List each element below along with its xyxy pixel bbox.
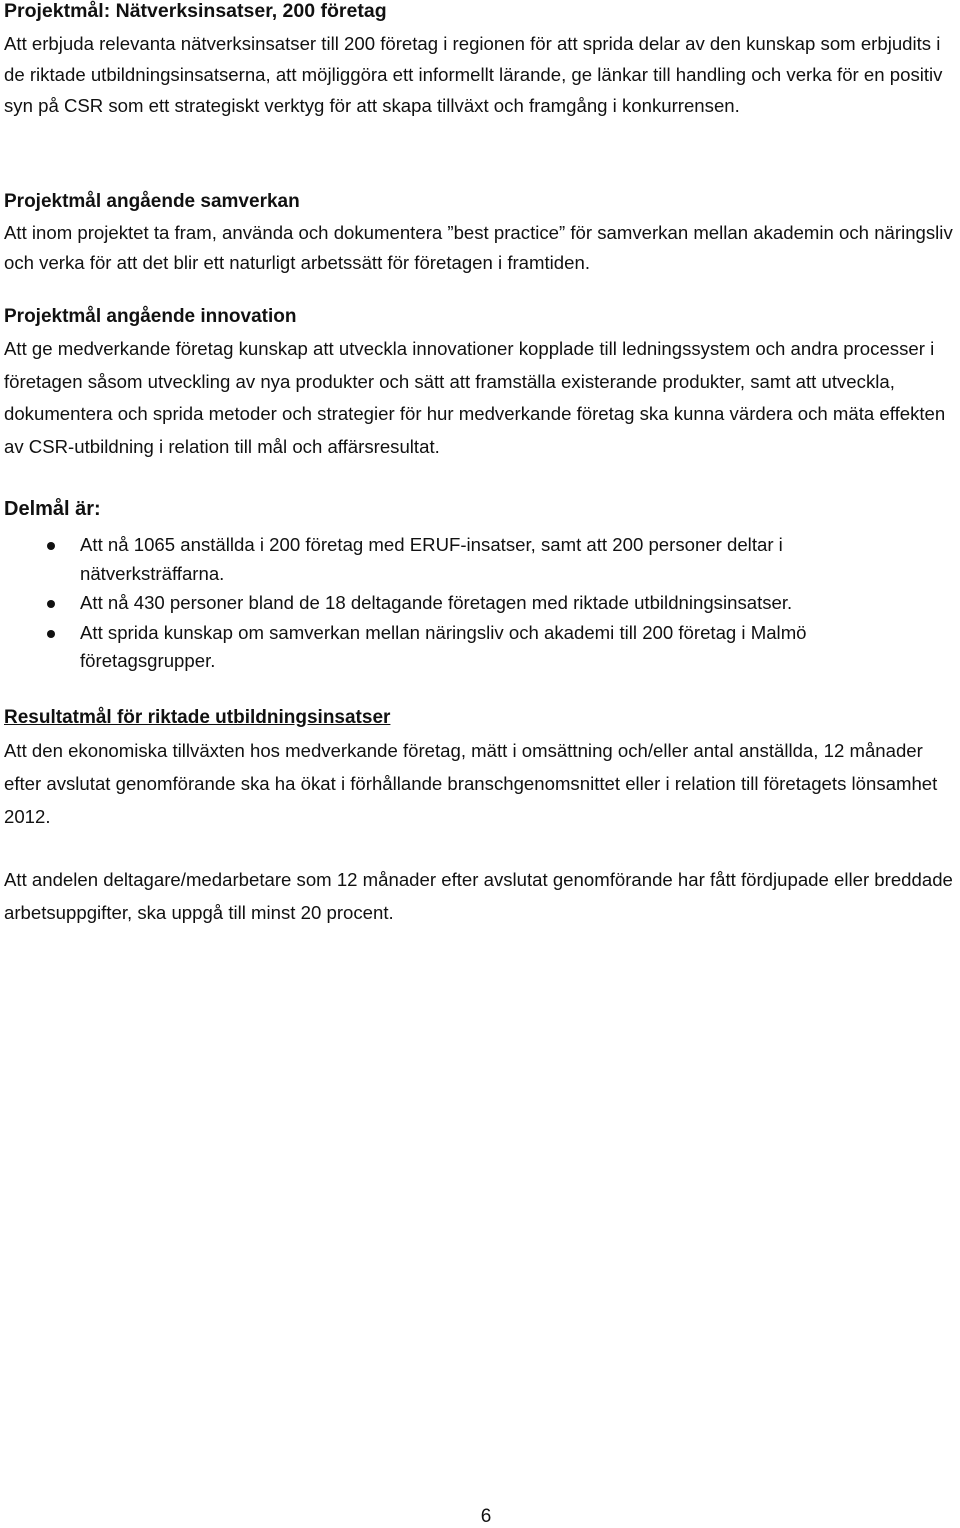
list-item [0,531,960,588]
list-item [0,619,960,676]
section-body: Att erbjuda relevanta nätverksinsatser till 200 företag i regionen för att sprida delar av den kunskap som erbjudits i de riktade utbildningsinsatserna, att möjliggöra ett informellt lärande, ge länkar till handling och verka för en positiv syn på CSR som ett strategiskt verktyg för att skapa tillväxt och framgång i konkurrensen. [4,33,943,116]
bullet-icon [47,630,55,638]
subgoals-heading: Delmål är: [4,498,101,520]
section-innovation-goal [4,306,956,463]
bullet-icon [47,542,55,550]
results-section-continued [4,864,956,929]
list-item-text: Att nå 1065 anställda i 200 företag med ERUF-insatser, samt att 200 personer deltar i nätverksträffarna. [80,534,783,584]
bullet-icon [47,600,55,608]
section-heading: Projektmål angående samverkan [4,191,300,212]
results-body-2: Att andelen deltagare/medarbetare som 12 månader efter avslutat genomförande har fått fördjupade eller breddade arbetsuppgifter, ska uppgå till minst 20 procent. [4,869,953,923]
results-section [4,707,956,833]
list-item [0,589,960,618]
section-network-goal [4,0,956,121]
results-heading: Resultatmål för riktade utbildningsinsatser [4,707,391,728]
section-heading: Projektmål: Nätverksinsatser, 200 företag [4,0,387,22]
subgoals-section [4,498,956,520]
list-item-text: Att nå 430 personer bland de 18 deltagande företagen med riktade utbildningsinsatser. [80,592,793,613]
section-collaboration-goal [4,191,956,277]
section-heading: Projektmål angående innovation [4,306,297,327]
section-body: Att inom projektet ta fram, använda och dokumentera ”best practice” för samverkan mellan akademin och näringsliv och verka för att det blir ett naturligt arbetssätt för företagen i framtiden. [4,222,953,273]
results-body: Att den ekonomiska tillväxten hos medverkande företag, mätt i omsättning och/eller antal anställda, 12 månader efter avslutat genomförande ska ha ökat i förhållande branschgenomsnittet eller i relation till företagets lönsamhet 2012. [4,740,938,827]
subgoals-list [0,531,960,676]
section-body: Att ge medverkande företag kunskap att utveckla innovationer kopplade till ledningssystem och andra processer i företagen såsom utveckling av nya produkter och sätt att framställa existerande produkter, samt att utveckla, dokumentera och sprida metoder och strategier för hur medverkande företag ska kunna värdera och mäta effekten av CSR-utbildning i relation till mål och affärsresultat. [4,338,946,457]
list-item-text: Att sprida kunskap om samverkan mellan näringsliv och akademi till 200 företag i Malmö företagsgrupper. [80,621,807,671]
page-number: 6 [480,1506,492,1527]
